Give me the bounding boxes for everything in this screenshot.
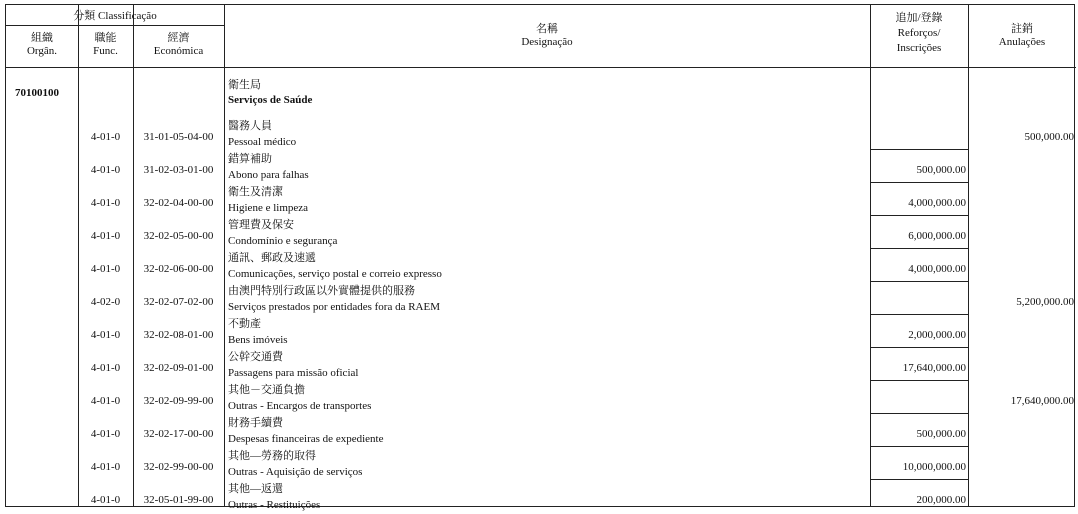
row-underline bbox=[870, 380, 968, 381]
func-header-zh: 職能 bbox=[94, 32, 117, 44]
econ-code: 32-02-09-01-00 bbox=[143, 362, 214, 374]
econ-code: 32-02-17-00-00 bbox=[143, 428, 214, 440]
func-code: 4-01-0 bbox=[90, 197, 121, 209]
func-code: 4-01-0 bbox=[90, 329, 121, 341]
func-code: 4-01-0 bbox=[90, 263, 121, 275]
reforcos-amount: 10,000,000.00 bbox=[902, 461, 966, 473]
row-underline bbox=[870, 248, 968, 249]
item-name-pt: Despesas financeiras de expediente bbox=[228, 433, 384, 445]
anulacoes-header-pt: Anulações bbox=[998, 36, 1046, 48]
func-code: 4-01-0 bbox=[90, 230, 121, 242]
item-name-pt: Passagens para missão oficial bbox=[228, 367, 359, 379]
func-code: 4-02-0 bbox=[90, 296, 121, 308]
row-underline bbox=[870, 149, 968, 150]
anulacoes-amount: 17,640,000.00 bbox=[1010, 395, 1074, 407]
func-code: 4-01-0 bbox=[90, 494, 121, 506]
table-row bbox=[6, 382, 1076, 415]
anulacoes-amount: 500,000.00 bbox=[1024, 131, 1074, 143]
section-title-zh: 衛生局 bbox=[228, 79, 261, 91]
row-underline bbox=[870, 347, 968, 348]
func-code: 4-01-0 bbox=[90, 362, 121, 374]
reforcos-header-pt1: Reforços/ bbox=[897, 27, 941, 39]
item-name-zh: 其他—勞務的取得 bbox=[228, 450, 316, 462]
item-name-pt: Comunicações, serviço postal e correio expresso bbox=[228, 268, 442, 280]
item-name-pt: Condomínio e segurança bbox=[228, 235, 338, 247]
table-row bbox=[6, 217, 1076, 250]
econ-code: 32-02-08-01-00 bbox=[143, 329, 214, 341]
econ-code: 32-02-06-00-00 bbox=[143, 263, 214, 275]
table-row bbox=[6, 118, 1076, 151]
budget-table bbox=[5, 4, 1075, 511]
row-underline bbox=[870, 413, 968, 414]
econ-code: 32-02-09-99-00 bbox=[143, 395, 214, 407]
organ-header-zh: 組織 bbox=[31, 32, 53, 44]
item-name-zh: 不動產 bbox=[228, 318, 261, 330]
econ-header-pt: Económica bbox=[153, 45, 204, 57]
reforcos-amount: 17,640,000.00 bbox=[902, 362, 966, 374]
classification-header: 分類 Classificação bbox=[73, 10, 157, 22]
organ-header-pt: Orgân. bbox=[26, 45, 58, 57]
item-name-pt: Pessoal médico bbox=[228, 136, 297, 148]
table-row bbox=[6, 448, 1076, 481]
table-row bbox=[6, 151, 1076, 184]
reforcos-amount: 200,000.00 bbox=[916, 494, 966, 506]
item-name-pt: Abono para falhas bbox=[228, 169, 309, 181]
row-underline bbox=[870, 314, 968, 315]
reforcos-amount: 500,000.00 bbox=[916, 428, 966, 440]
table-row bbox=[6, 184, 1076, 217]
reforcos-header-pt2: Inscrições bbox=[896, 42, 942, 54]
section-title-pt: Serviços de Saúde bbox=[228, 94, 313, 106]
item-name-zh: 公幹交通費 bbox=[228, 351, 283, 363]
econ-code: 31-02-03-01-00 bbox=[143, 164, 214, 176]
designation-header-zh: 名稱 bbox=[536, 23, 558, 35]
econ-code: 31-01-05-04-00 bbox=[143, 131, 214, 143]
anulacoes-amount: 5,200,000.00 bbox=[1016, 296, 1074, 308]
econ-code: 32-02-99-00-00 bbox=[143, 461, 214, 473]
func-header-pt: Func. bbox=[93, 45, 118, 57]
item-name-pt: Outras - Restituições bbox=[228, 499, 321, 511]
item-name-zh: 其他－交通負擔 bbox=[228, 384, 305, 396]
reforcos-amount: 2,000,000.00 bbox=[908, 329, 966, 341]
reforcos-amount: 500,000.00 bbox=[916, 164, 966, 176]
func-code: 4-01-0 bbox=[90, 395, 121, 407]
anulacoes-header-zh: 註銷 bbox=[1011, 23, 1033, 35]
item-name-zh: 由澳門特別行政區以外實體提供的服務 bbox=[228, 285, 415, 297]
func-code: 4-01-0 bbox=[90, 164, 121, 176]
item-name-zh: 衛生及清潔 bbox=[228, 186, 283, 198]
item-name-pt: Serviços prestados por entidades fora da RAEM bbox=[228, 301, 441, 313]
row-underline bbox=[870, 182, 968, 183]
reforcos-amount: 4,000,000.00 bbox=[908, 263, 966, 275]
econ-code: 32-02-07-02-00 bbox=[143, 296, 214, 308]
func-code: 4-01-0 bbox=[90, 461, 121, 473]
header-subdivider bbox=[6, 25, 224, 26]
item-name-zh: 醫務人員 bbox=[228, 120, 272, 132]
row-underline bbox=[870, 446, 968, 447]
item-name-zh: 通訊、郵政及速遞 bbox=[228, 252, 316, 264]
item-name-pt: Higiene e limpeza bbox=[228, 202, 309, 214]
item-name-pt: Outras - Encargos de transportes bbox=[228, 400, 372, 412]
econ-code: 32-02-04-00-00 bbox=[143, 197, 214, 209]
table-row bbox=[6, 415, 1076, 448]
table-row bbox=[6, 250, 1076, 283]
item-name-zh: 錯算補助 bbox=[228, 153, 272, 165]
func-code: 4-01-0 bbox=[90, 131, 121, 143]
table-row bbox=[6, 283, 1076, 316]
item-name-zh: 財務手續費 bbox=[228, 417, 283, 429]
econ-code: 32-02-05-00-00 bbox=[143, 230, 214, 242]
reforcos-amount: 4,000,000.00 bbox=[908, 197, 966, 209]
item-name-pt: Bens imóveis bbox=[228, 334, 288, 346]
table-row bbox=[6, 349, 1076, 382]
header-bottom-line bbox=[6, 67, 1076, 68]
table-row bbox=[6, 316, 1076, 349]
row-underline bbox=[870, 479, 968, 480]
item-name-zh: 管理費及保安 bbox=[228, 219, 294, 231]
reforcos-header-zh: 追加/登錄 bbox=[895, 12, 943, 24]
item-name-pt: Outras - Aquisição de serviços bbox=[228, 466, 363, 478]
func-code: 4-01-0 bbox=[90, 428, 121, 440]
table-row bbox=[6, 481, 1076, 514]
row-underline bbox=[870, 215, 968, 216]
designation-header-pt: Designação bbox=[521, 36, 573, 48]
econ-code: 32-05-01-99-00 bbox=[143, 494, 214, 506]
item-name-zh: 其他—返還 bbox=[228, 483, 283, 495]
organ-code: 70100100 bbox=[15, 87, 59, 99]
reforcos-amount: 6,000,000.00 bbox=[908, 230, 966, 242]
row-underline bbox=[870, 281, 968, 282]
econ-header-zh: 經濟 bbox=[167, 32, 190, 44]
